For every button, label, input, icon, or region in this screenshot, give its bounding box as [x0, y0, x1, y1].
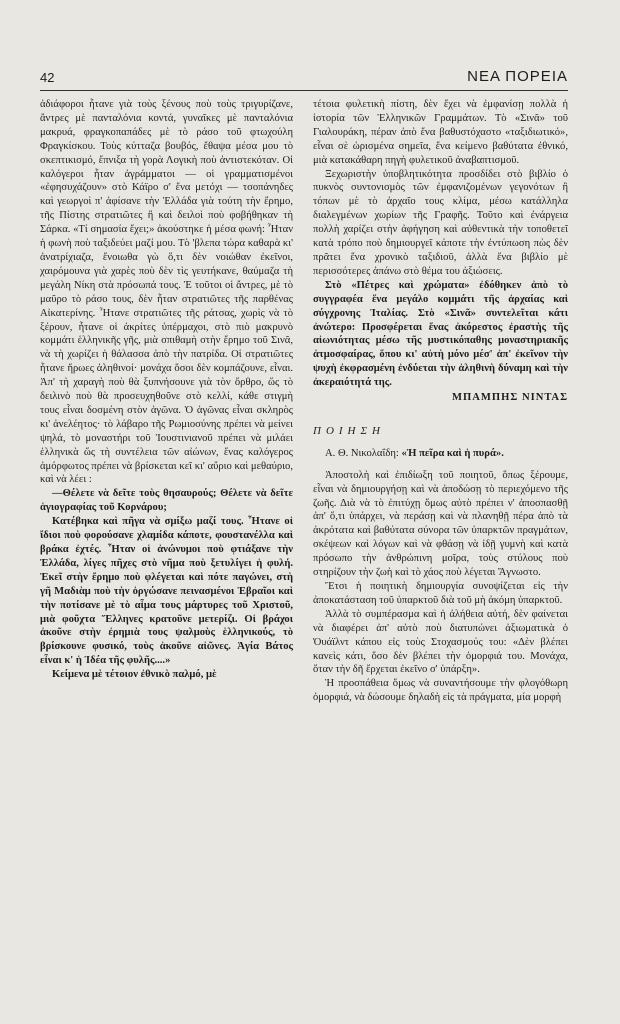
- right-paragraph-3: Στὸ «Πέτρες καὶ χρώματα» ἐδόθηκεν ἀπὸ τὸ συγγραφέα ἕνα μεγάλο κομμάτι τῆς ἀρχαίας καὶ σύγχρονης Ἰταλίας. Στὸ «Σινᾶ» συντελεῖται κάτι ἀνώτερο: Προσφέρεται ἕνας ἀκόρεστος ἐραστὴς τῆς αἰωνιότητας μέσω τῆς μυστικόπαθης μοναστηριακῆς ἀτμοσφαίρας, ὅπου κι' αὐτὴ μόνο μέσ' ἀπ' ἐκεῖνον τὴν ψυχὴ ἐκφρασμένη ἐνδύεται τὴν ἀληθινὴ δύναμη καὶ τὴν ἀκεραιότητά της.: [313, 279, 568, 389]
- left-paragraph-3: Κατέβηκα καὶ πῆγα νὰ σμίξω μαζί τους. Ἦτανε οἱ ἴδιοι ποὺ φορούσανε χλαμίδα κάποτε, φουστανέλλα καὶ βράκα ἐχτές. Ἦταν οἱ ἀνώνυμοι ποὺ φτιάξανε τὴν Ἑλλάδα, λίγες πῆχες στὸ νῆμα ποὺ ξετυλίγει ἡ φυλή. Ἐκεῖ στὴν ἔρημο ποὺ φλέγεται καὶ πότε παγώνει, στὴ γῆ Μαδιὰμ ποὺ τὴν ὀργώσανε πεινασμένοι Ἑβραῖοι καὶ τὴν ποτίσανε μὲ τὸ αἷμα τους μάρτυρες τοῦ Χριστοῦ, μιὰ φοῦχτα Ἕλληνες κρατοῦνε μετερίζι. Οἱ βράχοι ἀκοῦνε στὴν ἐρημιὰ τους ψαλμοὺς ἑλληνικούς, τὸ βρίσκουνε φυσικό, τοὺς ἀκοῦνε αἰῶνες. Ἁγία Βάτος εἶναι κ' ἡ Ἰδέα τῆς φυλῆς....»: [40, 516, 293, 667]
- right-paragraph-5: Ἔτσι ἡ ποιητικὴ δημιουργία συνοψίζεται εἰς τὴν ἀποκατάσταση τοῦ ὑπαρκτοῦ διὰ τοῦ μὴ ἀκόμη ὑπαρκτοῦ.: [313, 581, 568, 606]
- review-title: «Ἡ πεῖρα καὶ ἡ πυρά».: [401, 447, 504, 459]
- review-author: Α. Θ. Νικολαΐδη:: [325, 447, 399, 459]
- journal-title: ΝΕΑ ΠΟΡΕΙΑ: [467, 68, 568, 85]
- right-paragraph-6: Ἀλλὰ τὸ συμπέρασμα καὶ ἡ ἀλήθεια αὐτή, δὲν φαίνεται νὰ διαφέρει ἀπ' αὐτὸ ποὺ διατυπώνει ἀξιωματικὰ ὁ Ὀυάϊλντ κάπου εἰς τοὺς Στοχασμούς του: «Δὲν βλέπει κανεὶς κάτι, ὅσο δὲν βλέπει τὴν ὀμορφιά του. Μονάχα, ὅταν τὴν δῆ ἔρχεται ἐκεῖνο σ' ὑπάρξη».: [313, 608, 568, 676]
- right-paragraph-2: Ξεχωριστὴν ὑποβλητικότητα προσδίδει στὸ βιβλίο ὁ πυκνὸς συντονισμὸς τῶν ἐμφανιζομένων γεγονότων ἢ τόπων μὲ τὸ ἀρχαῖο τους κλίμα, μέσω κατάλληλα διαλεγμένων χωρίων τῆς Γραφῆς. Τοῦτο καὶ ἐνάργεια πολλὴ χαρίζει στὴν ἀφήγηση καὶ αὐθεντικὰ τὴν τοποθετεῖ κατὰ τρόπο ποὺ δημιουργεῖ κάποτε τὴν ἐντύπωση πὼς δὲν πρᾶτει ἕνα χρονικὸ ταξιδιοῦ, ἀλλὰ ἕνα βιβλίο μὲ περισσότερες ἀπάνω στὸ θέμα του ἀξιώσεις.: [313, 168, 568, 277]
- right-paragraph-4: Ἀποστολὴ καὶ ἐπιδίωξη τοῦ ποιητοῦ, ὅπως ξέρουμε, εἶναι νὰ δημιουργήσῃ καὶ νὰ ἀποδώσῃ τὸ περιεχόμενο τῆς ζωῆς. Διὰ νὰ τὸ ἐπιτύχῃ ὅμως αὐτὸ πρέπει ν' ἀποσπασθῇ ἀπ' ὅ,τι ὑπάρχει, νὰ περάσῃ καὶ νὰ πλανηθῇ πέρα ἀπὸ τὰ ἀκρότατα καὶ βαθύτατα σύνορα τῶν ὑπαρκτῶν πραγμάτων, σκέψεων καὶ λόγων καὶ νὰ φθάσῃ νὰ ἰδῇ γυμνὴ καὶ κατὰ πρόσωπο τὴν ἀνθρώπινη μοῖρα, τοὺς στύλους ποὺ στηρίζουν τὴν ζωὴ καὶ τὸ χάος ποὺ λέγεται Ἄγνωστο.: [313, 469, 568, 579]
- right-paragraph-1: τέτοια φυλετικὴ πίστη, δὲν ἔχει νὰ ἐμφανίσῃ πολλὰ ἡ ἱστορία τῶν Ἑλληνικῶν Γραμμάτων. Τὸ «Σινᾶ» τοῦ Γιαλουράκη, πέραν ἀπὸ ἕνα βαθυστόχαστο «ταξιδιωτικό», εἶναι σὲ ὡρισμένα σημεῖα, ἕνα κείμενο βαθύτατα ἐθνικό, μιὰ κατακάθαρη πηγὴ φυλετικοῦ ἀναβαπτισμοῦ.: [313, 99, 568, 166]
- section-title: ΠΟΙΗΣΗ: [313, 424, 385, 437]
- review-heading: [313, 447, 568, 461]
- page-number: 42: [40, 70, 55, 85]
- page-header: [40, 68, 568, 91]
- left-paragraph-4: Κείμενα μὲ τέτοιον ἐθνικὸ παλμό, μὲ: [52, 669, 217, 681]
- left-paragraph-1: ἀδιάφοροι ἦτανε γιὰ τοὺς ξένους ποὺ τοὺς τριγυρίζανε, ἄντρες μὲ πανταλόνια κοντά, γυναῖκες μὲ πανταλόνια μακρυά, φραγκοπαπάδες μὲ τὸ ράσο τοῦ φτωχούλη Φραγκίσκου. Τοὺς κύτταζα βουβός, ἔθαψα μέσα μου τὸ σκεπτικισμό, ἔπνιξα τὴ γορὰ Λογικὴ ποὺ ἀντιστεκόταν. Οἱ καλόγεροι ἦταν ἀγράμματοι — οἱ γραμματισμένοι «ἐφησυχάζουν» στὸ Κάϊρο σ' ἕνα μετόχι — τσοπάνηδες καὶ γεωργοὶ π' ἀφίσανε τὴν Ἑλλάδα γιὰ τούτη τὴν ἔρημο, τῆς Πίστης στρατιῶτες ἢ καὶ δειλοὶ ποὺ φοβήθηκαν τὴ Σάρκα. «Τί σημασία ἔχει;» ἀκούστηκε ἡ μέσα φωνή: Ἦταν ἡ φωνὴ ποὺ ταξιδεύει μαζί μου. Τὸ 'βλεπα τώρα καθαρὰ κι' ἀνατρίχιαζα, ἔνοιωθα γὼ ὅ,τι δὲν νοιώθαν ἐκεῖνοι, χαιρόμουνα γιὰ χαρὲς ποὺ δὲν τὶς γευτήκανε, θαύμαζα τὴ μεγάλη Νίκη στὰ πρόσωπά τους. Ἐ τοῦτοι οἱ ἄντρες, μὲ τὸ μαῦρο τὸ ράσο τους, δὲν ἦταν στρατιῶτες τῆς παρθένας Αἰκατερίνης. Ἦτανε στρατιῶτες τῆς ράτσας, χωρὶς νὰ τὸ ξέρουν, ἦτανε οἱ ἀκρίτες ὑπέρμαχοι, στὸ πιὸ μακρυνὸ κομμάτι ἑλληνικῆς γῆς, μιὰ σπιθαμὴ στὴν ἔρημο τοῦ Σινᾶ, νὰ τὴ χωρίζει ἡ θάλασσα ἀπὸ τὴν πατρίδα. Οἱ στρατιῶτες ἦτανε ἥρωες ἀληθινοί· μονάχα ὅσοι δὲν κομπάζουνε, εἶναι. Ἀπ' τὴ χαραγὴ ποὺ θὰ ξυπνήσουνε γιὰ τὸν ὄρθρο, ὥς τὸ δειλινὸ ποὺ θὰ προσευχηθοῦνε στὸ κελλί, κάθε στιγμὴ τους εἶναι δοσμένη στὸν ἀγῶνα. Ὁ ἀγῶνας εἶναι σκληρὸς κι' ἀνελέητος· τὸ λάβαρο τῆς Ρωμιοσύνης πρέπει νὰ μείνει ψηλά, τὸ μοναστήρι τοῦ Ἰουστινιανοῦ πρέπει νὰ μιλάει ἑλληνικὰ ὥς τὴ συντέλεια τῶν αἰώνων, ἕνας καλόγερος ἀμόρφωτος πρέπει νὰ βρίσκεται κεῖ κι' αὔριο καὶ μεθαύριο, καὶ νὰ λέει :: [40, 99, 293, 486]
- left-column: [40, 98, 293, 682]
- author-signature: ΜΠΑΜΠΗΣ ΝΙΝΤΑΣ: [452, 392, 568, 404]
- right-column: [313, 98, 568, 705]
- right-paragraph-7: Ἡ προσπάθεια ὅμως νὰ συναντήσουμε τὴν φλογόθωρη ὀμορφιά, νὰ δώσουμε δηλαδὴ εἰς τὰ πράγματα, μία μορφὴ: [313, 678, 568, 704]
- left-paragraph-2: —Θέλετε νὰ δεῖτε τοὺς θησαυρούς; Θέλετε νὰ δεῖτε ἁγιογραφίας τοῦ Κορνάρου;: [40, 488, 293, 514]
